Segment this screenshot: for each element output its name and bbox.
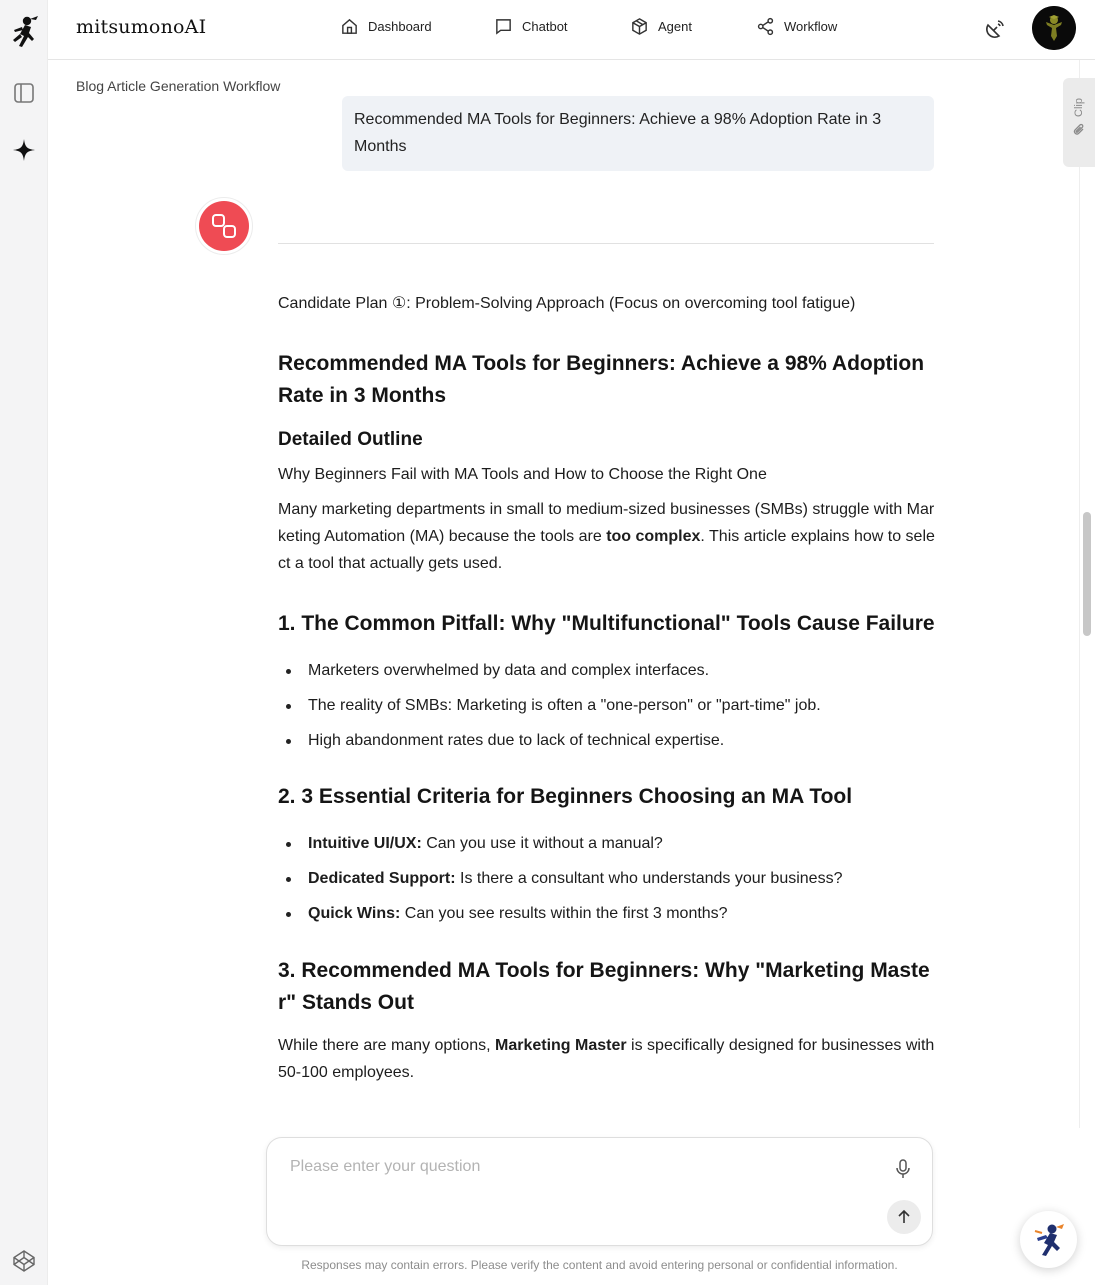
intro-paragraph bbox=[278, 496, 938, 577]
ninja-mascot-icon bbox=[1030, 1221, 1068, 1259]
intro-heading: Why Beginners Fail with MA Tools and How to Choose the Right One bbox=[278, 466, 767, 483]
nav-agent[interactable] bbox=[630, 17, 692, 36]
sidebar-toggle-icon[interactable] bbox=[0, 82, 48, 104]
list-item bbox=[278, 865, 938, 892]
top-bar bbox=[48, 0, 1095, 60]
section-1-heading: 1. The Common Pitfall: Why "Multifunctional" Tools Cause Failure bbox=[278, 612, 935, 635]
s3-text: While there are many options, bbox=[278, 1037, 495, 1054]
list-item bbox=[278, 830, 938, 857]
section-1-list bbox=[278, 657, 938, 754]
cube-icon bbox=[630, 17, 649, 36]
intro-text: Many marketing departments in small to medium-sized businesses (SMBs) struggle with Marketing Automation (MA) because the tools are bbox=[278, 501, 935, 545]
sparkle-icon[interactable] bbox=[0, 138, 48, 162]
nav-label: Agent bbox=[658, 19, 692, 34]
s3-bold: Marketing Master bbox=[495, 1037, 627, 1054]
nav-label: Workflow bbox=[784, 19, 838, 34]
user-avatar[interactable] bbox=[1032, 6, 1076, 50]
arrow-up-icon bbox=[895, 1208, 913, 1226]
candidate-plan-line: Candidate Plan ①: Problem-Solving Approach (Focus on overcoming tool fatigue) bbox=[278, 295, 856, 312]
nav-dashboard[interactable] bbox=[340, 17, 432, 36]
list-item: Marketers overwhelmed by data and complex interfaces. bbox=[278, 657, 938, 684]
s3-text-end: is specifically designed for businesses with 50-100 employees. bbox=[278, 1037, 935, 1081]
section-3-heading: 3. Recommended MA Tools for Beginners: Why "Marketing Master" Stands Out bbox=[278, 959, 930, 1014]
message-divider bbox=[278, 243, 934, 244]
criterion-label: Dedicated Support: bbox=[308, 870, 456, 887]
criterion-label: Intuitive UI/UX: bbox=[308, 835, 422, 852]
list-item bbox=[278, 900, 938, 927]
section-3-paragraph bbox=[278, 1032, 938, 1086]
paperclip-icon bbox=[1072, 123, 1086, 137]
disclaimer-text: Responses may contain errors. Please verify the content and avoid entering personal or confidential information. bbox=[301, 1258, 898, 1272]
chat-input-box bbox=[266, 1137, 933, 1246]
send-button[interactable] bbox=[887, 1200, 921, 1234]
list-item: The reality of SMBs: Marketing is often a "one-person" or "part-time" job. bbox=[278, 692, 938, 719]
assistant-response bbox=[278, 290, 938, 1128]
clip-tab[interactable] bbox=[1063, 78, 1095, 167]
nav-workflow[interactable] bbox=[756, 17, 837, 36]
criterion-text: Is there a consultant who understands your business? bbox=[455, 870, 843, 887]
criterion-label: Quick Wins: bbox=[308, 905, 401, 922]
criterion-text: Can you see results within the first 3 months? bbox=[400, 905, 728, 922]
clip-label: Clip bbox=[1073, 98, 1085, 117]
assistant-fab-button[interactable] bbox=[1020, 1211, 1077, 1268]
nav-label: Dashboard bbox=[368, 19, 432, 34]
nav-label: Chatbot bbox=[522, 19, 568, 34]
user-message-bubble: Recommended MA Tools for Beginners: Achieve a 98% Adoption Rate in 3 Months bbox=[342, 96, 934, 171]
question-input[interactable] bbox=[290, 1158, 850, 1176]
section-2-list bbox=[278, 830, 938, 927]
share-nodes-icon bbox=[756, 17, 775, 36]
article-title: Recommended MA Tools for Beginners: Achieve a 98% Adoption Rate in 3 Months bbox=[278, 352, 925, 407]
nav-chatbot[interactable] bbox=[494, 17, 568, 36]
criterion-text: Can you use it without a manual? bbox=[421, 835, 663, 852]
outline-heading: Detailed Outline bbox=[278, 429, 423, 450]
workflow-blocks-icon bbox=[210, 212, 238, 240]
intro-text-end: . This article explains how to select a tool that actually gets used. bbox=[278, 528, 935, 572]
satellite-dish-icon[interactable] bbox=[983, 17, 1007, 46]
microphone-icon[interactable] bbox=[893, 1158, 913, 1185]
brand-name[interactable]: mitsumonoAI bbox=[76, 16, 207, 38]
codepen-cube-icon[interactable] bbox=[0, 1249, 48, 1273]
home-icon bbox=[340, 17, 359, 36]
ninja-logo-icon[interactable] bbox=[0, 15, 48, 51]
chat-bubble-icon bbox=[494, 17, 513, 36]
section-2-heading: 2. 3 Essential Criteria for Beginners Choosing an MA Tool bbox=[278, 785, 853, 808]
scrollbar-thumb[interactable] bbox=[1083, 512, 1091, 636]
bot-avatar bbox=[195, 197, 253, 255]
breadcrumb[interactable]: Blog Article Generation Workflow bbox=[76, 78, 281, 94]
intro-bold: too complex bbox=[606, 528, 701, 545]
left-rail bbox=[0, 0, 48, 1285]
list-item: High abandonment rates due to lack of technical expertise. bbox=[278, 727, 938, 754]
